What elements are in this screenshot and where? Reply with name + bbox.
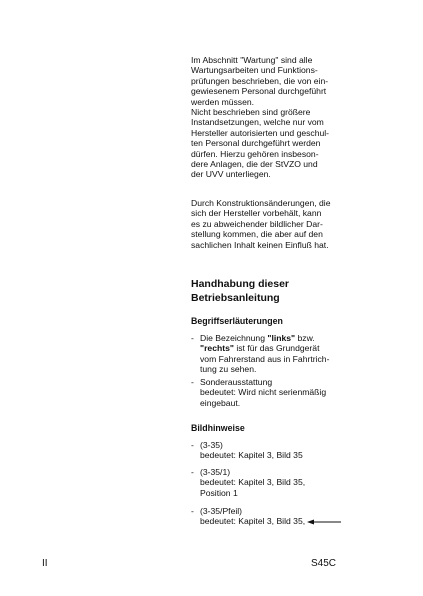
text-line: (3-35/Pfeil) <box>200 506 243 516</box>
intro-paragraph-repairs <box>191 107 336 180</box>
text-line <box>200 343 342 353</box>
terms-item-special-equipment <box>191 377 341 411</box>
text-line: Sonderausstattung <box>200 377 273 387</box>
text-line: (3-35/1) <box>200 467 231 477</box>
terms-heading: Begriffserläuterungen <box>191 316 283 326</box>
text-line: gewiesenem Personal durchgeführt <box>191 86 327 97</box>
text-line: stellung kommen, die aber auf den <box>191 229 323 240</box>
term-links: "links" <box>267 333 296 343</box>
figure-reference-item <box>191 440 341 464</box>
text-line: Wartungsarbeiten und Funktions- <box>191 65 318 76</box>
text-line: es zu abweichender bildlicher Dar- <box>191 218 323 229</box>
text-line: dere Anlagen, die der StVZO und <box>191 159 318 170</box>
section-title <box>191 278 341 305</box>
list-dash: - <box>191 506 194 516</box>
text-line: prüfungen beschrieben, die von ein- <box>191 75 329 86</box>
page-number: II <box>42 558 48 569</box>
figure-references-heading: Bildhinweise <box>191 423 245 433</box>
text-line: Instandsetzungen, welche nur vom <box>191 117 324 128</box>
list-dash: - <box>191 467 194 477</box>
text-line: tung zu sehen. <box>200 364 257 375</box>
text-fragment: bzw. <box>295 333 315 343</box>
text-line: Durch Konstruktionsänderungen, die <box>191 198 331 208</box>
text-fragment: bedeutet: Kapitel 3, Bild 35, <box>200 516 306 527</box>
text-line: Im Abschnitt "Wartung" sind alle <box>191 55 313 65</box>
text-line: bedeutet: Kapitel 3, Bild 35 <box>200 450 303 461</box>
text-line: sachlichen Inhalt keinen Einfluß hat. <box>191 239 329 250</box>
text-line: (3-35) <box>200 440 223 450</box>
intro-paragraph-design-changes <box>191 198 336 250</box>
text-line: Hersteller autorisierten und geschul- <box>191 127 330 138</box>
text-line: bedeutet: Kapitel 3, Bild 35, <box>200 477 306 488</box>
text-line: eingebaut. <box>200 397 241 408</box>
text-fragment: ist für das Grundgerät <box>233 343 320 354</box>
text-line: der UVV unterliegen. <box>191 169 271 180</box>
section-title-line: Betriebsanleitung <box>191 291 280 304</box>
text-line: sich der Hersteller vorbehält, kann <box>191 208 322 219</box>
figure-reference-item <box>191 467 341 501</box>
text-line: Position 1 <box>200 487 238 498</box>
text-line <box>200 333 342 343</box>
text-line: dürfen. Hierzu gehören insbeson- <box>191 148 319 159</box>
section-title-line: Handhabung dieser <box>191 278 290 290</box>
list-dash: - <box>191 333 194 343</box>
text-line: werden müssen. <box>191 96 255 107</box>
text-fragment: Die Bezeichnung <box>200 333 268 343</box>
figure-reference-item <box>191 506 341 530</box>
text-line <box>200 516 342 526</box>
arrow-left-icon <box>307 519 341 525</box>
text-line: Nicht beschrieben sind größere <box>191 107 311 117</box>
terms-item-left-right <box>191 333 341 377</box>
intro-paragraph-maintenance <box>191 55 336 107</box>
model-label: S45C <box>311 558 337 569</box>
list-dash: - <box>191 440 194 450</box>
list-dash: - <box>191 377 194 387</box>
term-rechts: "rechts" <box>200 343 234 354</box>
text-line: vom Fahrerstand aus in Fahrtrich- <box>200 353 330 364</box>
text-line: bedeutet: Wird nicht serienmäßig <box>200 387 327 398</box>
text-line: ten Personal durchgeführt werden <box>191 138 321 149</box>
